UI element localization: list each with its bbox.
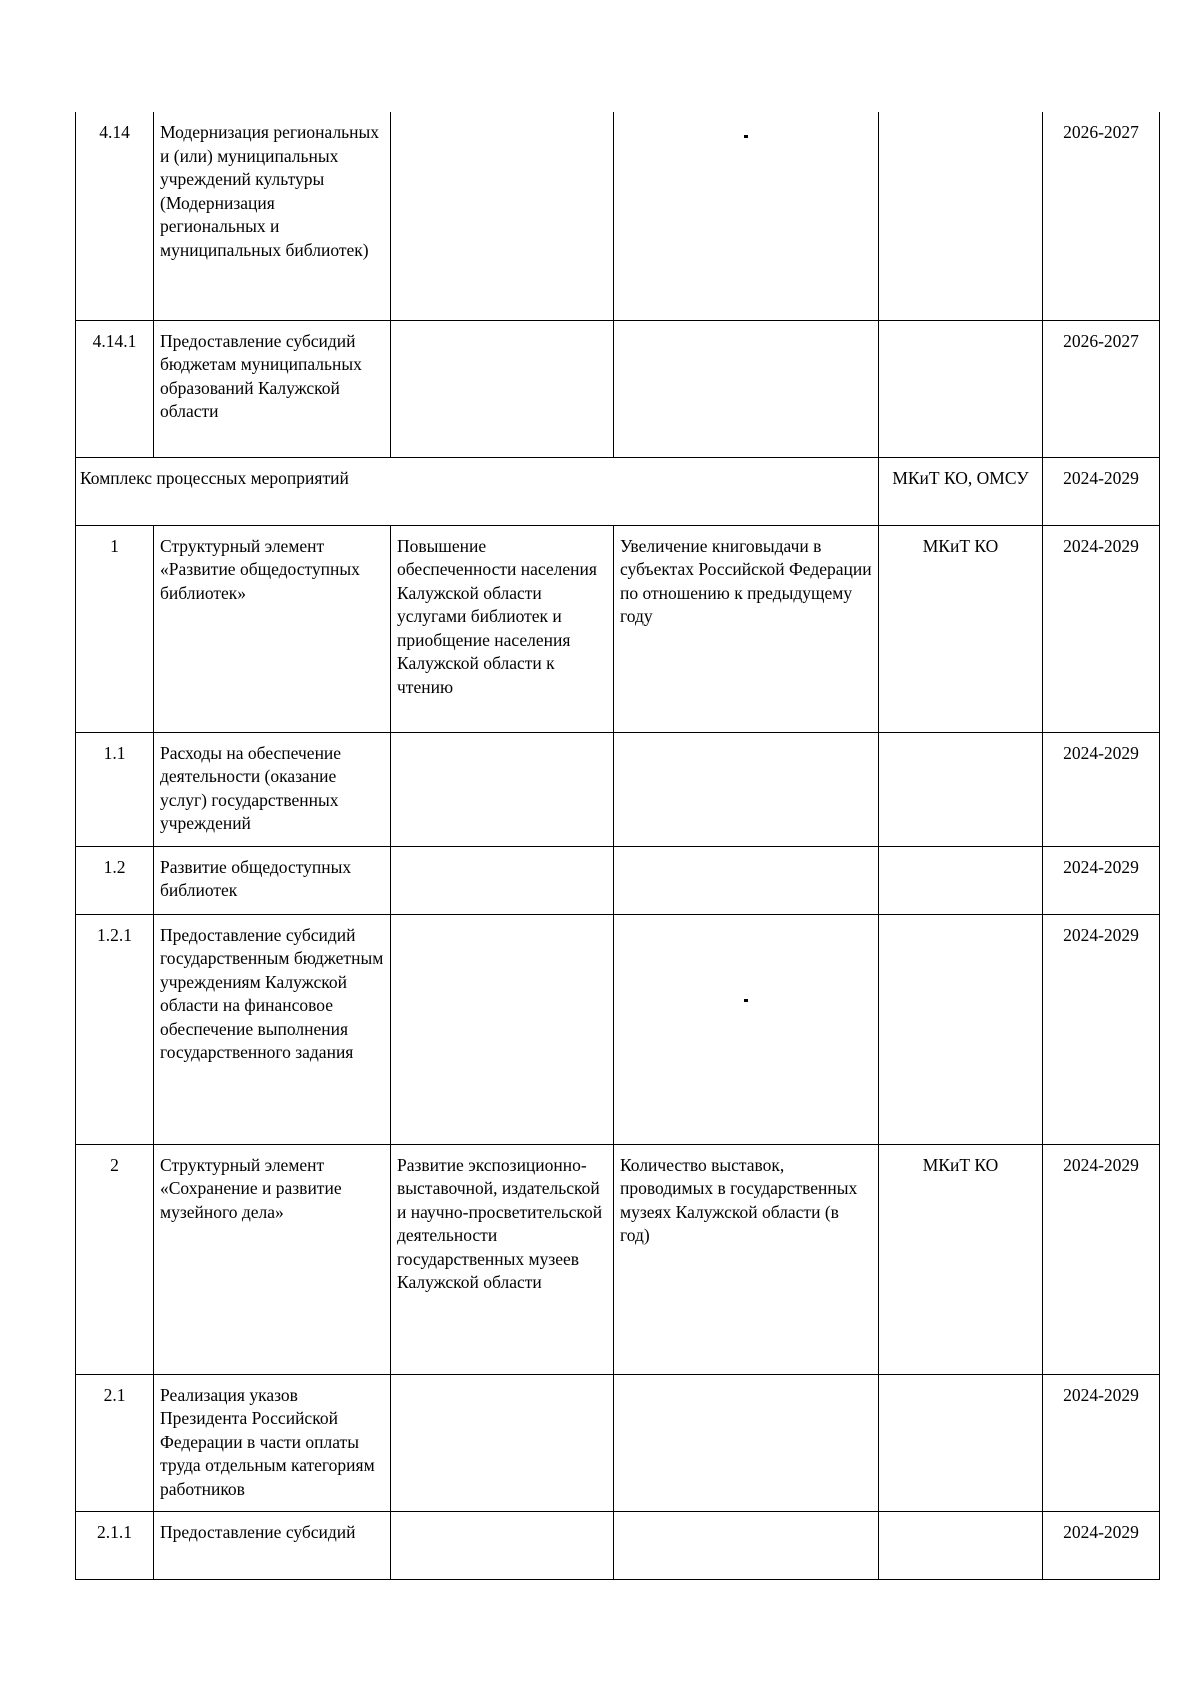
- activity-period: 2024-2029: [1043, 1374, 1160, 1511]
- activity-indicator: Увеличение книговыдачи в субъектах Российской Федерации по отношению к предыдущему году: [614, 525, 879, 732]
- section-period: 2024-2029: [1043, 457, 1160, 525]
- table-row: [76, 320, 1160, 457]
- activity-name: Модернизация региональных и (или) муниципальных учреждений культуры (Модернизация региональных и муниципальных библиотек): [154, 112, 391, 320]
- activity-indicator: [614, 1511, 879, 1579]
- activity-period: 2024-2029: [1043, 1144, 1160, 1374]
- row-number: 4.14: [76, 112, 154, 320]
- activity-task: [391, 1511, 614, 1579]
- activity-responsible: [879, 112, 1043, 320]
- activity-task: Развитие экспозиционно-выставочной, издательской и научно-просветительской деятельности государственных музеев Калужской области: [391, 1144, 614, 1374]
- activity-indicator: [614, 320, 879, 457]
- table-row: [76, 1511, 1160, 1579]
- row-number: 1: [76, 525, 154, 732]
- row-number: 2.1.1: [76, 1511, 154, 1579]
- row-number: 1.1: [76, 732, 154, 846]
- activity-task: [391, 320, 614, 457]
- section-row: [76, 457, 1160, 525]
- activity-task: [391, 914, 614, 1144]
- activity-task: [391, 732, 614, 846]
- activity-period: 2024-2029: [1043, 914, 1160, 1144]
- table-row: [76, 112, 1160, 320]
- row-number: 2: [76, 1144, 154, 1374]
- activity-name: Развитие общедоступных библиотек: [154, 846, 391, 914]
- table-row: [76, 1144, 1160, 1374]
- activity-responsible: [879, 732, 1043, 846]
- activity-indicator: [614, 846, 879, 914]
- row-number: 2.1: [76, 1374, 154, 1511]
- activity-responsible: [879, 1511, 1043, 1579]
- activity-period: 2026-2027: [1043, 320, 1160, 457]
- activity-indicator: [614, 1374, 879, 1511]
- activity-name: Предоставление субсидий: [154, 1511, 391, 1579]
- activity-task: Повышение обеспеченности населения Калужской области услугами библиотек и приобщение населения Калужской области к чтению: [391, 525, 614, 732]
- activity-indicator: [614, 732, 879, 846]
- table-row: [76, 846, 1160, 914]
- activity-period: 2024-2029: [1043, 732, 1160, 846]
- table-row: [76, 914, 1160, 1144]
- activity-indicator: Количество выставок, проводимых в государственных музеях Калужской области (в год): [614, 1144, 879, 1374]
- activity-name: Расходы на обеспечение деятельности (оказание услуг) государственных учреждений: [154, 732, 391, 846]
- activity-period: 2026-2027: [1043, 112, 1160, 320]
- row-number: 4.14.1: [76, 320, 154, 457]
- section-responsible: МКиТ КО, ОМСУ: [879, 457, 1043, 525]
- dash-mark: [744, 135, 748, 138]
- row-number: 1.2: [76, 846, 154, 914]
- activity-period: 2024-2029: [1043, 846, 1160, 914]
- activity-responsible: [879, 1374, 1043, 1511]
- activity-responsible: [879, 914, 1043, 1144]
- activity-period: 2024-2029: [1043, 525, 1160, 732]
- activity-name: Структурный элемент «Развитие общедоступных библиотек»: [154, 525, 391, 732]
- dash-mark: [744, 999, 748, 1002]
- activity-responsible: МКиТ КО: [879, 525, 1043, 732]
- section-title: Комплекс процессных мероприятий: [76, 457, 879, 525]
- table-row: [76, 1374, 1160, 1511]
- table-row: [76, 525, 1160, 732]
- activity-task: [391, 1374, 614, 1511]
- activity-indicator: [614, 914, 879, 1144]
- activity-responsible: МКиТ КО: [879, 1144, 1043, 1374]
- activity-name: Структурный элемент «Сохранение и развитие музейного дела»: [154, 1144, 391, 1374]
- activity-responsible: [879, 846, 1043, 914]
- activity-name: Предоставление субсидий бюджетам муниципальных образований Калужской области: [154, 320, 391, 457]
- activity-name: Реализация указов Президента Российской Федерации в части оплаты труда отдельным категориям работников: [154, 1374, 391, 1511]
- activity-responsible: [879, 320, 1043, 457]
- activity-period: 2024-2029: [1043, 1511, 1160, 1579]
- activity-indicator: [614, 112, 879, 320]
- row-number: 1.2.1: [76, 914, 154, 1144]
- activity-task: [391, 112, 614, 320]
- activity-task: [391, 846, 614, 914]
- table-row: [76, 732, 1160, 846]
- activity-name: Предоставление субсидий государственным бюджетным учреждениям Калужской области на финансовое обеспечение выполнения государственного задания: [154, 914, 391, 1144]
- document-page: [75, 112, 1159, 1580]
- activities-table: [75, 112, 1160, 1580]
